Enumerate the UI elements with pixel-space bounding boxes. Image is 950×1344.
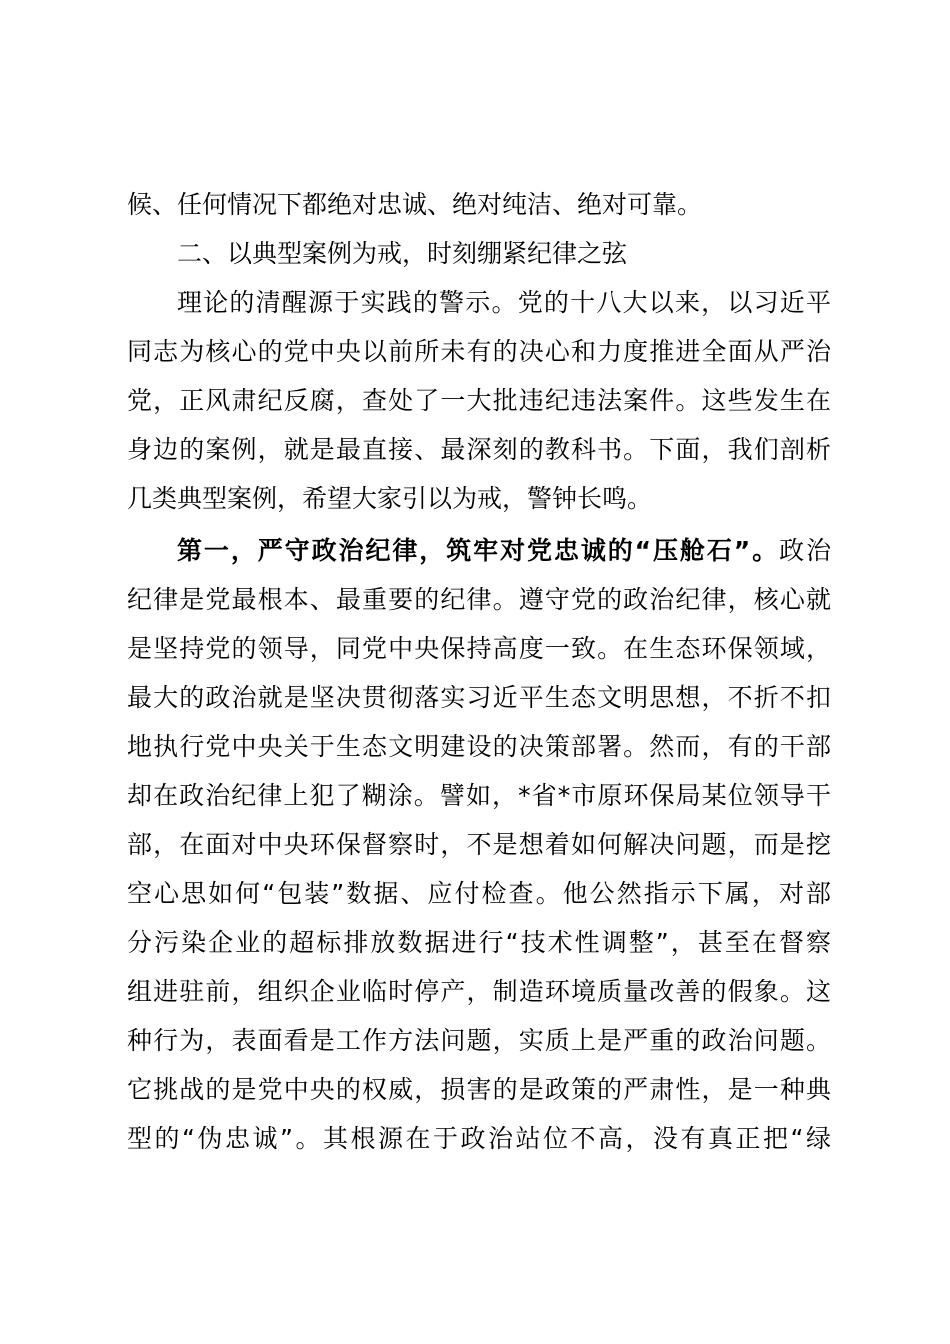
paragraph-line: 却在政治纪律上犯了糊涂。譬如，*省*市原环保局某位领导干 bbox=[127, 781, 831, 810]
paragraph-line: 是坚持党的领导，同党中央保持高度一致。在生态环保领域， bbox=[127, 634, 831, 663]
paragraph-line: 空心思如何“包装”数据、应付检查。他公然指示下属，对部 bbox=[127, 879, 831, 908]
paragraph-line: 组进驻前，组织企业临时停产，制造环境质量改善的假象。这 bbox=[127, 977, 831, 1006]
paragraph-line: 它挑战的是党中央的权威，损害的是政策的严肃性，是一种典 bbox=[127, 1075, 831, 1104]
paragraph-line: 分污染企业的超标排放数据进行“技术性调整”，甚至在督察 bbox=[127, 928, 831, 957]
paragraph-line: 纪律是党最根本、最重要的纪律。遵守党的政治纪律，核心就 bbox=[127, 585, 831, 614]
paragraph-line: 同志为核心的党中央以前所未有的决心和力度推进全面从严治 bbox=[127, 337, 831, 366]
text-line: 候、任何情况下都绝对忠诚、绝对纯洁、绝对可靠。 bbox=[127, 190, 703, 219]
paragraph-line-with-bold-lead bbox=[177, 531, 831, 571]
paragraph-line: 党，正风肃纪反腐，查处了一大批违纪违法案件。这些发生在 bbox=[127, 386, 831, 415]
paragraph-line: 型的“伪忠诚”。其根源在于政治站位不高，没有真正把“绿 bbox=[127, 1124, 831, 1153]
paragraph-line: 地执行党中央关于生态文明建设的决策部署。然而，有的干部 bbox=[127, 732, 831, 761]
bold-subheading: 第一，严守政治纪律，筑牢对党忠诚的“压舱石”。 bbox=[177, 536, 780, 565]
paragraph-line: 理论的清醒源于实践的警示。党的十八大以来，以习近平 bbox=[177, 288, 831, 317]
paragraph-line: 身边的案例，就是最直接、最深刻的教科书。下面，我们剖析 bbox=[127, 435, 831, 464]
paragraph-text: 政治 bbox=[779, 536, 831, 565]
paragraph-line: 部，在面对中央环保督察时，不是想着如何解决问题，而是挖 bbox=[127, 830, 831, 859]
paragraph-line: 几类典型案例，希望大家引以为戒，警钟长鸣。 bbox=[127, 484, 653, 513]
paragraph-line: 种行为，表面看是工作方法问题，实质上是严重的政治问题。 bbox=[127, 1026, 831, 1055]
section-heading: 二、以典型案例为戒，时刻绷紧纪律之弦 bbox=[177, 239, 628, 268]
paragraph-line: 最大的政治就是坚决贯彻落实习近平生态文明思想，不折不扣 bbox=[127, 683, 831, 712]
